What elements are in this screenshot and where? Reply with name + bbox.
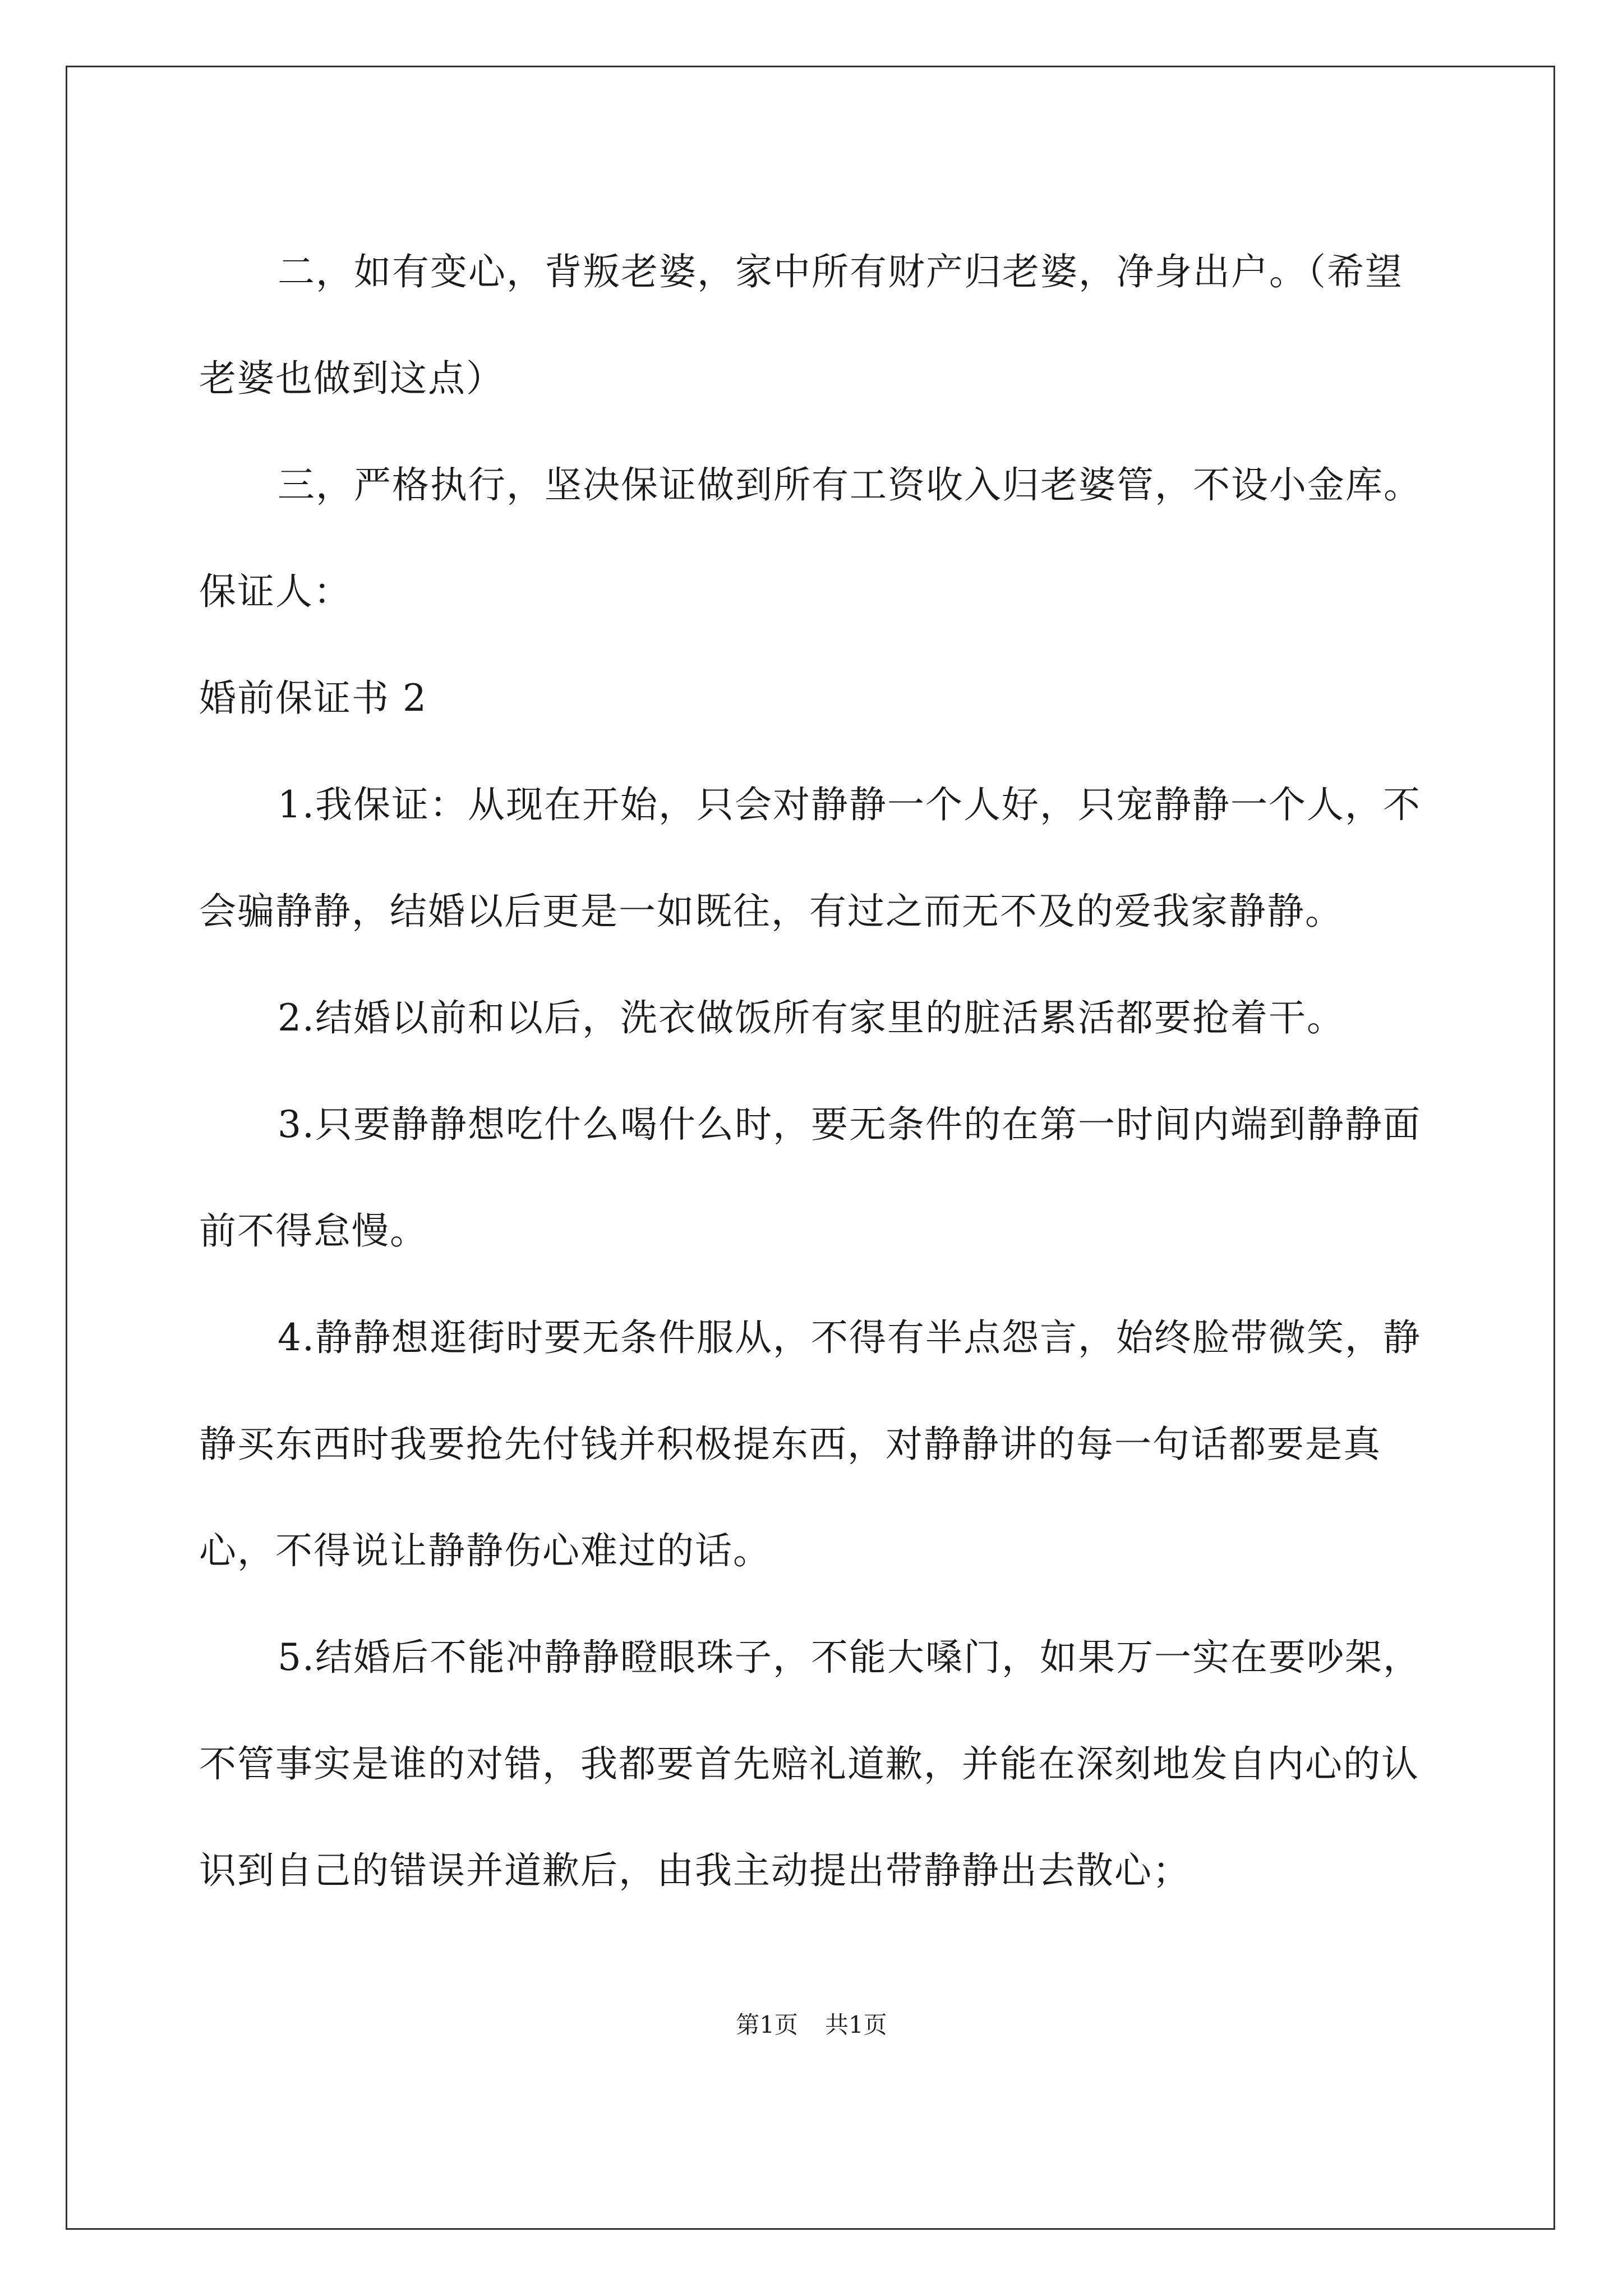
paragraph-item-4: 4.静静想逛街时要无条件服从，不得有半点怨言，始终脸带微笑，静静买东西时我要抢先付钱并积极提东西，对静静讲的每一句话都要是真心，不得说让静静伤心难过的话。: [199, 1316, 1421, 1572]
document-body: [199, 219, 1427, 1924]
paragraph-item-5: 5.结婚后不能冲静静瞪眼珠子，不能大嗓门，如果万一实在要吵架，不管事实是谁的对错，我都要首先赔礼道歉，并能在深刻地发自内心的认识到自己的错误并道歉后，由我主动提出带静静出去散心；: [199, 1636, 1421, 1892]
page-footer: [0, 2009, 1623, 2041]
guarantor-label: 保证人：: [199, 570, 352, 613]
page-number: 第1页: [736, 2011, 798, 2039]
paragraph-item-3: 3.只要静静想吃什么喝什么时，要无条件的在第一时间内端到静静面前不得怠慢。: [199, 1103, 1421, 1253]
paragraph-item-2: 2.结婚以前和以后，洗衣做饭所有家里的脏活累活都要抢着干。: [278, 996, 1345, 1039]
paragraph-clause-2: 二，如有变心，背叛老婆，家中所有财产归老婆，净身出户。（希望老婆也做到这点）: [199, 250, 1403, 400]
paragraph-item-1: 1.我保证：从现在开始，只会对静静一个人好，只宠静静一个人，不会骗静静，结婚以后更是一如既往，有过之而无不及的爱我家静静。: [199, 783, 1421, 933]
section-heading: 婚前保证书 2: [199, 677, 427, 720]
page-total: 共1页: [825, 2011, 887, 2039]
paragraph-clause-3: 三，严格执行，坚决保证做到所有工资收入归老婆管，不设小金库。: [278, 463, 1422, 507]
